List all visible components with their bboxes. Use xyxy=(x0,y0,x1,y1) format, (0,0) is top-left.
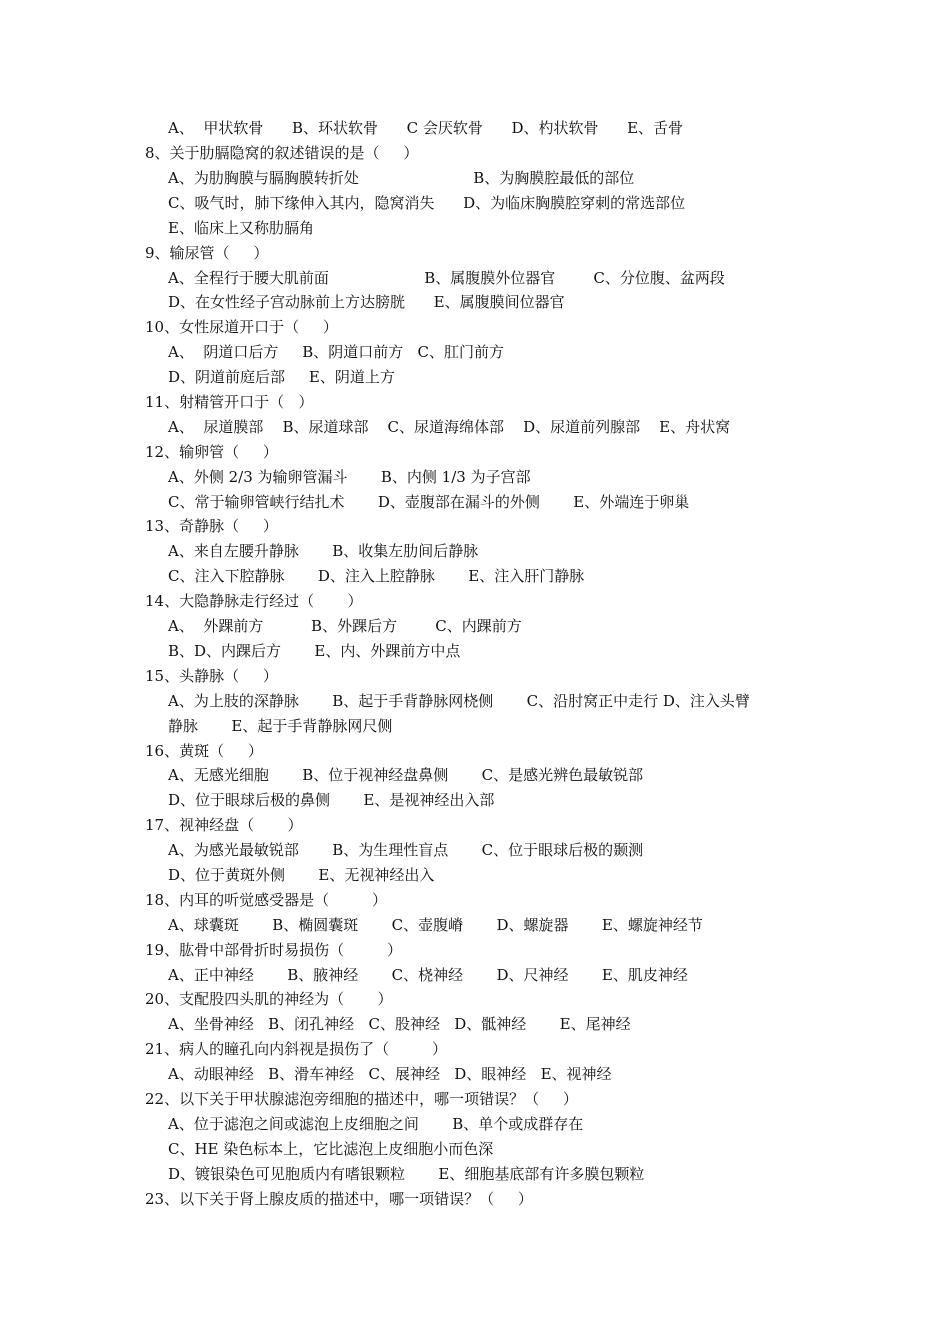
options-line-q10-1: A、 阴道口后方 B、阴道口前方 C、肛门前方 xyxy=(168,343,505,361)
question-23: 23、以下关于肾上腺皮质的描述中，哪一项错误？（ ） xyxy=(145,1190,533,1208)
options-line-q22-3: D、镀银染色可见胞质内有嗜银颗粒 E、细胞基底部有许多膜包颗粒 xyxy=(168,1165,645,1183)
options-line-q15-2: 静脉 E、起于手背静脉网尺侧 xyxy=(168,717,393,735)
options-line-q15-1: A、为上肢的深静脉 B、起于手背静脉网桡侧 C、沿肘窝正中走行 D、注入头臂 xyxy=(168,692,750,710)
options-line-q14-1: A、 外踝前方 B、外踝后方 C、内踝前方 xyxy=(168,617,522,635)
options-line-q13-2: C、注入下腔静脉 D、注入上腔静脉 E、注入肝门静脉 xyxy=(168,567,585,585)
options-line-q10-2: D、阴道前庭后部 E、阴道上方 xyxy=(168,368,395,386)
options-line-q18-1: A、球囊斑 B、椭圆囊斑 C、壶腹嵴 D、螺旋器 E、螺旋神经节 xyxy=(168,916,703,934)
options-line-q8-2: C、吸气时，肺下缘伸入其内，隐窝消失 D、为临床胸膜腔穿刺的常选部位 xyxy=(168,194,686,212)
options-line-q16-1: A、无感光细胞 B、位于视神经盘鼻侧 C、是感光辨色最敏锐部 xyxy=(168,766,644,784)
options-line-q16-2: D、位于眼球后极的鼻侧 E、是视神经出入部 xyxy=(168,791,495,809)
question-13: 13、奇静脉（ ） xyxy=(145,517,278,535)
question-10: 10、女性尿道开口于（ ） xyxy=(145,318,338,336)
options-line-q13-1: A、来自左腰升静脉 B、收集左肋间后静脉 xyxy=(168,542,479,560)
question-18: 18、内耳的听觉感受器是（ ） xyxy=(145,891,388,909)
options-line-q17-1: A、为感光最敏锐部 B、为生理性盲点 C、位于眼球后极的颞测 xyxy=(168,841,644,859)
options-line-q22-2: C、HE 染色标本上，它比滤泡上皮细胞小而色深 xyxy=(168,1140,494,1158)
question-21: 21、病人的瞳孔向内斜视是损伤了（ ） xyxy=(145,1040,448,1058)
options-line-q12-2: C、常于输卵管峡行结扎术 D、壶腹部在漏斗的外侧 E、外端连于卵巢 xyxy=(168,493,690,511)
options-line-q11-1: A、 尿道膜部 B、尿道球部 C、尿道海绵体部 D、尿道前列腺部 E、舟状窝 xyxy=(168,418,731,436)
options-line-q12-1: A、外侧 2/3 为输卵管漏斗 B、内侧 1/3 为子宫部 xyxy=(168,468,531,486)
question-14: 14、大隐静脉走行经过（ ） xyxy=(145,592,363,610)
options-line-q8-1: A、为肋胸膜与膈胸膜转折处 B、为胸膜腔最低的部位 xyxy=(168,169,635,187)
options-line-q20-1: A、坐骨神经 B、闭孔神经 C、股神经 D、骶神经 E、尾神经 xyxy=(168,1015,631,1033)
options-line-q9-1: A、全程行于腰大肌前面 B、属腹膜外位器官 C、分位腹、盆两段 xyxy=(168,269,725,287)
question-22: 22、以下关于甲状腺滤泡旁细胞的描述中，哪一项错误？（ ） xyxy=(145,1090,578,1108)
question-12: 12、输卵管（ ） xyxy=(145,443,278,461)
question-11: 11、射精管开口于（ ） xyxy=(145,393,314,411)
options-line-q7: A、 甲状软骨 B、环状软骨 C 会厌软骨 D、杓状软骨 E、舌骨 xyxy=(168,119,684,137)
question-20: 20、支配股四头肌的神经为（ ） xyxy=(145,990,393,1008)
options-line-q14-2: B、D、内踝后方 E、内、外踝前方中点 xyxy=(168,642,461,660)
question-17: 17、视神经盘（ ） xyxy=(145,816,303,834)
question-15: 15、头静脉（ ） xyxy=(145,667,278,685)
options-line-q17-2: D、位于黄斑外侧 E、无视神经出入 xyxy=(168,866,435,884)
question-8: 8、关于肋膈隐窝的叙述错误的是（ ） xyxy=(145,144,419,162)
options-line-q22-1: A、位于滤泡之间或滤泡上皮细胞之间 B、单个或成群存在 xyxy=(168,1115,584,1133)
question-9: 9、输尿管（ ） xyxy=(145,244,269,262)
options-line-q21-1: A、动眼神经 B、滑车神经 C、展神经 D、眼神经 E、视神经 xyxy=(168,1065,612,1083)
question-19: 19、肱骨中部骨折时易损伤（ ） xyxy=(145,941,403,959)
options-line-q9-2: D、在女性经子宫动脉前上方达膀胱 E、属腹膜间位器官 xyxy=(168,293,565,311)
options-line-q8-3: E、临床上又称肋膈角 xyxy=(168,219,314,237)
options-line-q19-1: A、正中神经 B、腋神经 C、桡神经 D、尺神经 E、肌皮神经 xyxy=(168,966,688,984)
question-16: 16、黄斑（ ） xyxy=(145,742,263,760)
